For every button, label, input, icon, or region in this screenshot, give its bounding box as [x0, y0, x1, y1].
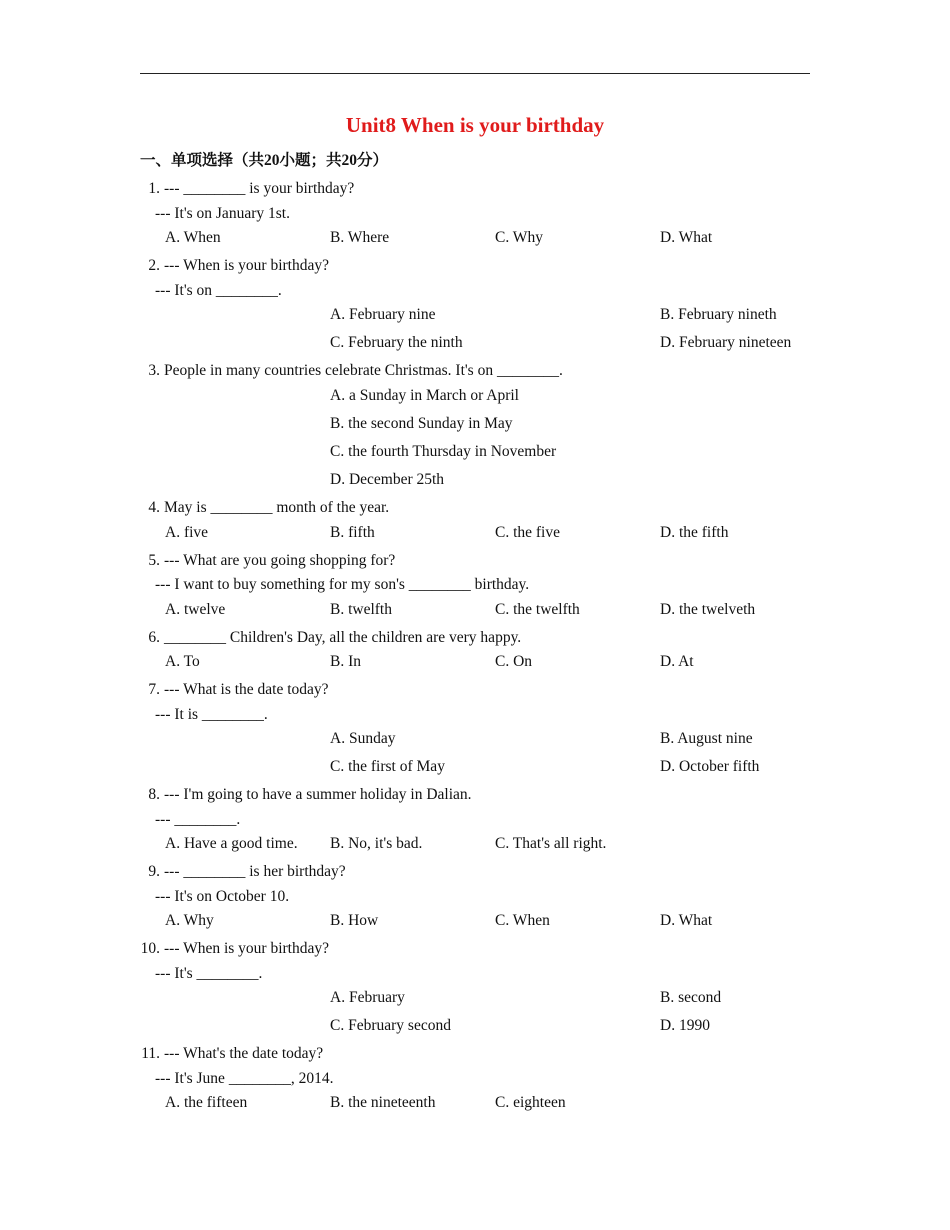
- question-number: 3.: [148, 362, 160, 379]
- question-stem: --- What are you going shopping for?: [164, 552, 396, 569]
- option-c[interactable]: C. Why: [495, 229, 543, 246]
- option-c[interactable]: C. the fourth Thursday in November: [330, 443, 557, 460]
- option-b[interactable]: B. February nineth: [660, 306, 777, 323]
- option-a[interactable]: A. February nine: [330, 306, 436, 323]
- option-d[interactable]: D. October fifth: [660, 758, 760, 775]
- option-d[interactable]: D. At: [660, 653, 694, 670]
- question-stem: --- ________ is her birthday?: [164, 863, 346, 880]
- option-a[interactable]: A. Sunday: [330, 730, 396, 747]
- option-c[interactable]: C. When: [495, 912, 550, 929]
- option-c[interactable]: C. the first of May: [330, 758, 445, 775]
- option-b[interactable]: B. the second Sunday in May: [330, 415, 513, 432]
- option-a[interactable]: A. When: [165, 229, 221, 246]
- question-number: 2.: [148, 257, 160, 274]
- question-number: 8.: [148, 786, 160, 803]
- option-a[interactable]: A. Why: [165, 912, 214, 929]
- option-b[interactable]: B. fifth: [330, 524, 375, 541]
- option-d[interactable]: D. 1990: [660, 1017, 710, 1034]
- question-response: --- ________.: [155, 811, 241, 828]
- section-point-count: 20: [341, 152, 358, 169]
- option-c[interactable]: C. the twelfth: [495, 601, 580, 618]
- section-suffix: 分）: [357, 151, 389, 169]
- section-question-count: 20: [264, 152, 280, 169]
- option-b[interactable]: B. How: [330, 912, 379, 929]
- option-a[interactable]: A. a Sunday in March or April: [330, 387, 519, 404]
- question-number: 5.: [148, 552, 160, 569]
- option-b[interactable]: B. twelfth: [330, 601, 392, 618]
- option-c[interactable]: C. February the ninth: [330, 334, 463, 351]
- option-d[interactable]: D. December 25th: [330, 471, 445, 488]
- question-stem: --- When is your birthday?: [164, 940, 329, 957]
- option-d[interactable]: D. What: [660, 229, 713, 246]
- section-heading: [140, 148, 388, 173]
- option-b[interactable]: B. second: [660, 989, 722, 1006]
- section-middle: 小题；共: [279, 151, 342, 169]
- option-d[interactable]: D. What: [660, 912, 713, 929]
- option-c[interactable]: C. February second: [330, 1017, 451, 1034]
- question-stem: --- What is the date today?: [164, 681, 329, 698]
- question-number: 10.: [140, 940, 160, 957]
- section-prefix: 一、单项选择（共: [140, 151, 265, 169]
- option-d[interactable]: D. February nineteen: [660, 334, 792, 351]
- question-response: --- I want to buy something for my son's ________ birthday.: [155, 576, 530, 593]
- question-stem: People in many countries celebrate Christmas. It's on ________.: [164, 362, 563, 379]
- header-rule: [140, 73, 810, 74]
- option-a[interactable]: A. Have a good time.: [165, 835, 298, 852]
- option-d[interactable]: D. the fifth: [660, 524, 729, 541]
- option-c[interactable]: C. eighteen: [495, 1094, 566, 1111]
- question-response: --- It's June ________, 2014.: [155, 1070, 334, 1087]
- option-b[interactable]: B. No, it's bad.: [330, 835, 423, 852]
- option-c[interactable]: C. the five: [495, 524, 560, 541]
- question-stem: --- When is your birthday?: [164, 257, 329, 274]
- question-response: --- It's on October 10.: [155, 888, 290, 905]
- option-a[interactable]: A. the fifteen: [165, 1094, 248, 1111]
- question-stem: --- I'm going to have a summer holiday in Dalian.: [164, 786, 472, 803]
- option-d[interactable]: D. the twelveth: [660, 601, 756, 618]
- option-a[interactable]: A. five: [165, 524, 209, 541]
- option-c[interactable]: C. On: [495, 653, 533, 670]
- option-b[interactable]: B. the nineteenth: [330, 1094, 436, 1111]
- option-b[interactable]: B. In: [330, 653, 361, 670]
- question-number: 1.: [148, 180, 160, 197]
- option-a[interactable]: A. twelve: [165, 601, 226, 618]
- question-response: --- It's on ________.: [155, 282, 282, 299]
- question-number: 6.: [148, 629, 160, 646]
- option-a[interactable]: A. To: [165, 653, 200, 670]
- question-number: 11.: [141, 1045, 160, 1062]
- question-stem: ________ Children's Day, all the children are very happy.: [164, 629, 522, 646]
- question-response: --- It's on January 1st.: [155, 205, 290, 222]
- question-response: --- It's ________.: [155, 965, 263, 982]
- question-stem: --- ________ is your birthday?: [164, 180, 355, 197]
- document-title: Unit8 When is your birthday: [345, 113, 605, 137]
- question-number: 7.: [148, 681, 160, 698]
- question-number: 4.: [148, 499, 160, 516]
- option-b[interactable]: B. August nine: [660, 730, 753, 747]
- question-number: 9.: [148, 863, 160, 880]
- option-a[interactable]: A. February: [330, 989, 405, 1006]
- option-c[interactable]: C. That's all right.: [495, 835, 607, 852]
- question-response: --- It is ________.: [155, 706, 268, 723]
- question-stem: --- What's the date today?: [164, 1045, 324, 1062]
- question-stem: May is ________ month of the year.: [164, 499, 390, 516]
- option-b[interactable]: B. Where: [330, 229, 390, 246]
